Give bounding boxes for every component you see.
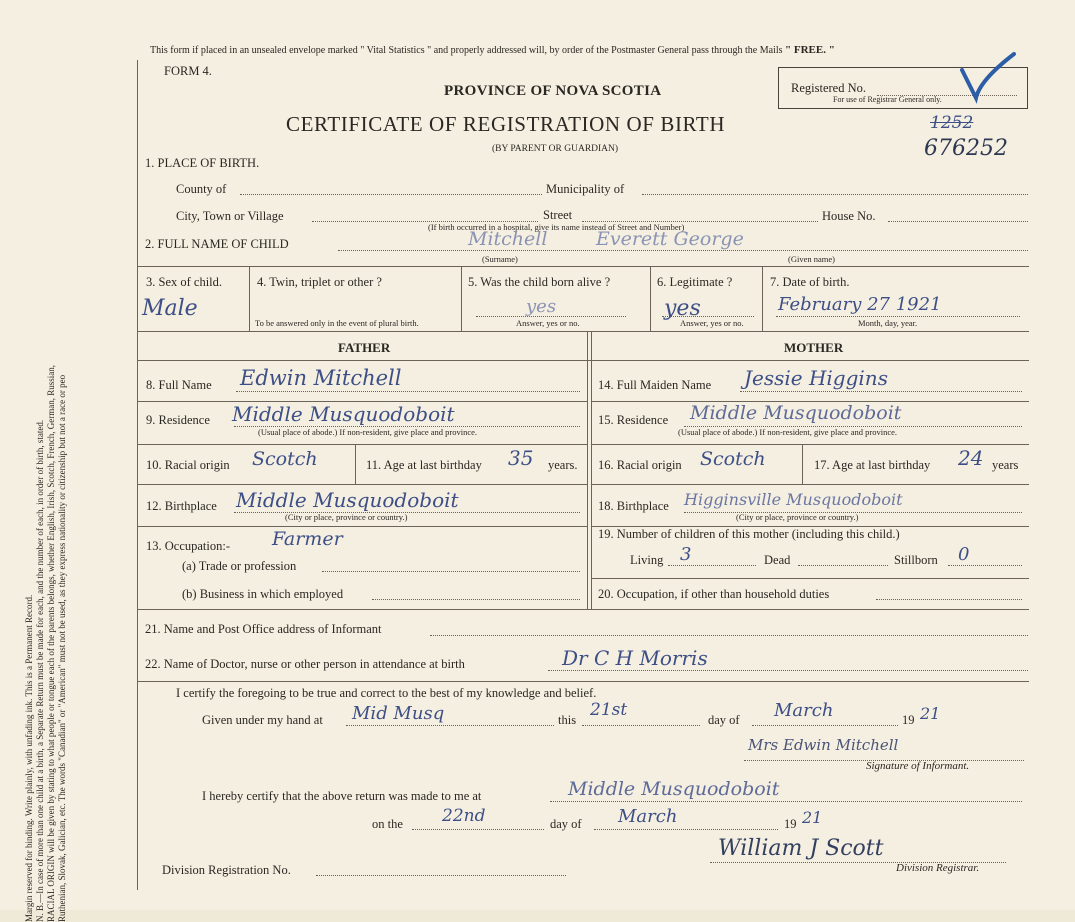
twin-label: 4. Twin, triplet or other ? bbox=[257, 275, 382, 289]
form-number: FORM 4. bbox=[164, 64, 212, 78]
registrar-month: March bbox=[618, 806, 678, 827]
mother-residence: Middle Musquodoboit bbox=[690, 402, 902, 424]
year-prefix: 19 bbox=[902, 713, 915, 727]
mother-years-label: years bbox=[992, 458, 1019, 472]
father-residence-label: 9. Residence bbox=[146, 413, 210, 427]
mother-birthplace: Higginsville Musquodoboit bbox=[684, 490, 903, 509]
old-registration-number: 1252 bbox=[930, 113, 974, 133]
father-years-label: years. bbox=[548, 458, 578, 472]
mother-residence-label: 15. Residence bbox=[598, 413, 669, 427]
given-name-caption: (Given name) bbox=[788, 254, 835, 264]
dob-label: 7. Date of birth. bbox=[770, 275, 850, 289]
registrar-certify-label: I hereby certify that the above return was made to me at bbox=[202, 789, 482, 803]
trade-label: (a) Trade or profession bbox=[182, 559, 297, 573]
registrar-signature: William J Scott bbox=[718, 836, 884, 861]
given-month: March bbox=[774, 700, 834, 721]
mother-racial-origin: Scotch bbox=[700, 448, 766, 470]
place-of-birth-label: 1. PLACE OF BIRTH. bbox=[145, 156, 260, 170]
mother-name-label: 14. Full Maiden Name bbox=[598, 378, 712, 392]
doctor-label: 22. Name of Doctor, nurse or other person in attendance at birth bbox=[145, 657, 465, 671]
father-birthplace: Middle Musquodoboit bbox=[236, 488, 459, 512]
dob-caption: Month, day, year. bbox=[858, 318, 918, 328]
father-racial-label: 10. Racial origin bbox=[146, 458, 230, 472]
living-count: 3 bbox=[680, 544, 692, 565]
father-age-label: 11. Age at last birthday bbox=[366, 458, 482, 472]
mother-heading: MOTHER bbox=[784, 340, 844, 355]
informant-signature-caption: Signature of Informant. bbox=[866, 760, 970, 772]
informant-signature: Mrs Edwin Mitchell bbox=[748, 736, 899, 754]
certify-statement: I certify the foregoing to be true and correct to the best of my knowledge and belief. bbox=[176, 686, 597, 700]
legitimate-label: 6. Legitimate ? bbox=[657, 275, 733, 289]
mother-age: 24 bbox=[958, 446, 984, 470]
province-heading: PROVINCE OF NOVA SCOTIA bbox=[444, 83, 662, 99]
certificate-subtitle: (BY PARENT OR GUARDIAN) bbox=[492, 144, 619, 154]
day-of-label: day of bbox=[708, 713, 740, 727]
mother-age-label: 17. Age at last birthday bbox=[814, 458, 931, 472]
father-occupation: Farmer bbox=[272, 528, 343, 550]
margin-line-1: Margin reserved for binding. Write plainly, with unfading ink. This is a Permanent Record. bbox=[24, 594, 34, 922]
registered-label: Registered No. bbox=[791, 81, 866, 95]
father-occupation-label: 13. Occupation:- bbox=[146, 539, 231, 553]
twin-note: To be answered only in the event of plural birth. bbox=[255, 318, 419, 328]
registrar-year: 21 bbox=[802, 808, 823, 827]
sex-value: Male bbox=[142, 296, 198, 321]
given-day: 21st bbox=[590, 700, 628, 720]
sex-label: 3. Sex of child. bbox=[146, 275, 223, 289]
checkmark-icon bbox=[958, 50, 1018, 108]
margin-line-3: RACIAL ORIGIN will be given by stating to what people or tongue each of the parents belongs, whether English, Irish, Scotch, French, German, Russian, bbox=[46, 364, 56, 922]
registered-note: For use of Registrar General only. bbox=[833, 95, 942, 104]
father-birthplace-note: (City or place, province or country.) bbox=[285, 512, 408, 522]
father-birthplace-label: 12. Birthplace bbox=[146, 499, 217, 513]
on-the-label: on the bbox=[372, 817, 403, 831]
father-name-label: 8. Full Name bbox=[146, 378, 212, 392]
living-label: Living bbox=[630, 553, 664, 567]
alive-caption: Answer, yes or no. bbox=[516, 318, 580, 328]
given-year: 21 bbox=[920, 704, 941, 723]
father-heading: FATHER bbox=[338, 340, 391, 355]
margin-line-4: Ruthenian, Slovak, Galician, etc. The words "Canadian" or "American" must not be used, as they express nationality or citizenship but not a race or peo bbox=[57, 374, 67, 922]
child-name-label: 2. FULL NAME OF CHILD bbox=[145, 237, 289, 251]
registrar-year-prefix: 19 bbox=[784, 817, 797, 831]
county-label: County of bbox=[176, 182, 227, 196]
business-label: (b) Business in which employed bbox=[182, 587, 344, 601]
division-registration-label: Division Registration No. bbox=[162, 863, 291, 877]
street-label: Street bbox=[543, 208, 573, 222]
margin-line-2: N. B.—In case of more than one child at a birth, a Separate Return must be made for each, and the number of each, in order of birth, stated. bbox=[35, 419, 45, 922]
father-age: 35 bbox=[508, 446, 534, 470]
mother-racial-label: 16. Racial origin bbox=[598, 458, 682, 472]
margin-instructions bbox=[24, 62, 68, 922]
registrar-day-of-label: day of bbox=[550, 817, 582, 831]
father-name: Edwin Mitchell bbox=[240, 366, 402, 390]
doctor-name: Dr C H Morris bbox=[562, 646, 708, 670]
alive-label: 5. Was the child born alive ? bbox=[468, 275, 611, 289]
alive-value: yes bbox=[526, 296, 557, 317]
registrar-day: 22nd bbox=[442, 806, 486, 826]
division-registrar-caption: Division Registrar. bbox=[896, 862, 980, 874]
child-given-name: Everett George bbox=[596, 228, 744, 250]
dead-label: Dead bbox=[764, 553, 791, 567]
father-residence-note: (Usual place of abode.) If non-resident, give place and province. bbox=[258, 427, 478, 437]
certificate-title: CERTIFICATE OF REGISTRATION OF BIRTH bbox=[286, 112, 726, 136]
surname-caption: (Surname) bbox=[482, 254, 518, 264]
postal-note: This form if placed in an unsealed envelope marked " Vital Statistics " and properly addressed will, by order of the Postmaster General pass through the Mails " FREE. " bbox=[150, 44, 835, 56]
house-no-label: House No. bbox=[822, 209, 876, 223]
children-count-label: 19. Number of children of this mother (including this child.) bbox=[598, 527, 900, 541]
stillborn-count: 0 bbox=[958, 544, 970, 565]
municipality-label: Municipality of bbox=[546, 182, 625, 196]
stillborn-label: Stillborn bbox=[894, 553, 938, 567]
father-residence: Middle Musquodoboit bbox=[232, 402, 455, 426]
legitimate-value: yes bbox=[664, 296, 701, 321]
registrar-place: Middle Musquodoboit bbox=[568, 778, 780, 800]
registration-number: 676252 bbox=[924, 136, 1008, 161]
city-label: City, Town or Village bbox=[176, 209, 284, 223]
hospital-note: (If birth occurred in a hospital, give its name instead of Street and Number) bbox=[428, 222, 685, 232]
given-under-hand-label: Given under my hand at bbox=[202, 713, 323, 727]
form-left-border bbox=[137, 60, 138, 890]
mother-birthplace-note: (City or place, province or country.) bbox=[736, 512, 859, 522]
legitimate-caption: Answer, yes or no. bbox=[680, 318, 744, 328]
informant-label: 21. Name and Post Office address of Informant bbox=[145, 622, 382, 636]
mother-birthplace-label: 18. Birthplace bbox=[598, 499, 669, 513]
child-surname: Mitchell bbox=[468, 228, 548, 250]
mother-occupation-label: 20. Occupation, if other than household duties bbox=[598, 587, 830, 601]
dob-value: February 27 1921 bbox=[778, 294, 942, 315]
mother-name: Jessie Higgins bbox=[744, 366, 888, 390]
father-racial-origin: Scotch bbox=[252, 448, 318, 470]
given-place: Mid Musq bbox=[352, 703, 445, 724]
mother-residence-note: (Usual place of abode.) If non-resident, give place and province. bbox=[678, 427, 898, 437]
this-label: this bbox=[558, 713, 577, 727]
